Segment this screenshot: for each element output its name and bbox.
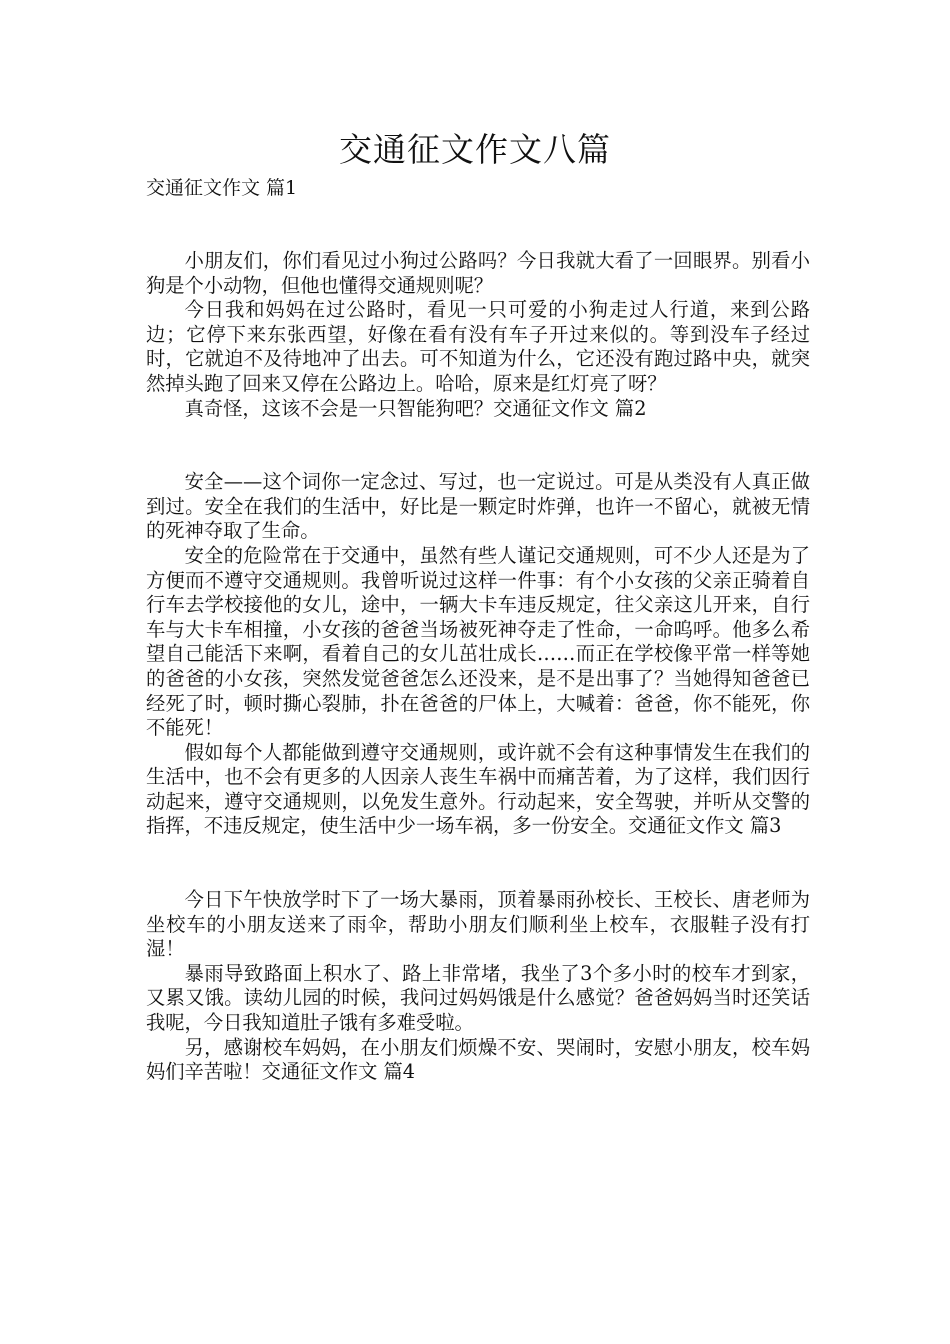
paragraph-1: 小朋友们，你们看见过小狗过公路吗？今日我就大看了一回眼界。别看小狗是个小动物，但他也懂得交通规则呢？ [146, 249, 810, 297]
section-heading: 交通征文作文 篇1 [146, 177, 298, 199]
paragraph-8: 暴雨导致路面上积水了、路上非常堵，我坐了3个多小时的校车才到家，又累又饿。读幼儿园的时候，我问过妈妈饿是什么感觉？爸爸妈妈当时还笑话我呢，今日我知道肚子饿有多难受啦。 [146, 961, 810, 1035]
paragraph-2: 今日我和妈妈在过公路时，看见一只可爱的小狗走过人行道，来到公路边；它停下来东张西望，好像在看有没有车子开过来似的。等到没车子经过时，它就迫不及待地冲了出去。可不知道为什么，它还没有跑过路中央，就突然掉头跑了回来又停在公路边上。哈哈，原来是红灯亮了呀？ [146, 298, 810, 395]
paragraph-6: 假如每个人都能做到遵守交通规则，或许就不会有这种事情发生在我们的生活中，也不会有更多的人因亲人丧生车祸中而痛苦着，为了这样，我们因行动起来，遵守交通规则，以免发生意外。行动起来，安全驾驶，并听从交警的指挥，不违反规定，使生活中少一场车祸，多一份安全。交通征文作文 篇3 [146, 740, 810, 838]
section-gap [146, 201, 810, 249]
paragraph-7: 今日下午快放学时下了一场大暴雨，顶着暴雨孙校长、王校长、唐老师为坐校车的小朋友送来了雨伞，帮助小朋友们顺利坐上校车，衣服鞋子没有打湿！ [146, 888, 810, 961]
section-gap [146, 421, 810, 470]
document-title: 交通征文作文八篇 [339, 130, 611, 169]
section-gap [146, 839, 810, 888]
paragraph-5: 安全的危险常在于交通中，虽然有些人谨记交通规则，可不少人还是为了方便而不遵守交通规则。我曾听说过这样一件事：有个小女孩的父亲正骑着自行车去学校接他的女儿，途中，一辆大卡车违反规定，往父亲这儿开来，自行车与大卡车相撞，小女孩的爸爸当场被死神夺走了性命，一命呜呼。他多么希望自己能活下来啊，看着自己的女儿茁壮成长……而正在学校像平常一样等她的爸爸的小女孩，突然发觉爸爸怎么还没来，是不是出事了？当她得知爸爸已经死了时，顿时撕心裂肺，扑在爸爸的尸体上，大喊着：爸爸，你不能死，你不能死！ [146, 543, 810, 740]
paragraph-3: 真奇怪，这该不会是一只智能狗吧？交通征文作文 篇2 [184, 396, 647, 420]
paragraph-9: 另，感谢校车妈妈，在小朋友们烦燥不安、哭闹时，安慰小朋友，校车妈妈们辛苦啦！交通征文作文 篇4 [146, 1035, 810, 1084]
paragraph-4: 安全——这个词你一定念过、写过，也一定说过。可是从类没有人真正做到过。安全在我们的生活中，好比是一颗定时炸弹，也许一不留心，就被无情的死神夺取了生命。 [146, 470, 810, 543]
document-body [146, 176, 810, 1085]
